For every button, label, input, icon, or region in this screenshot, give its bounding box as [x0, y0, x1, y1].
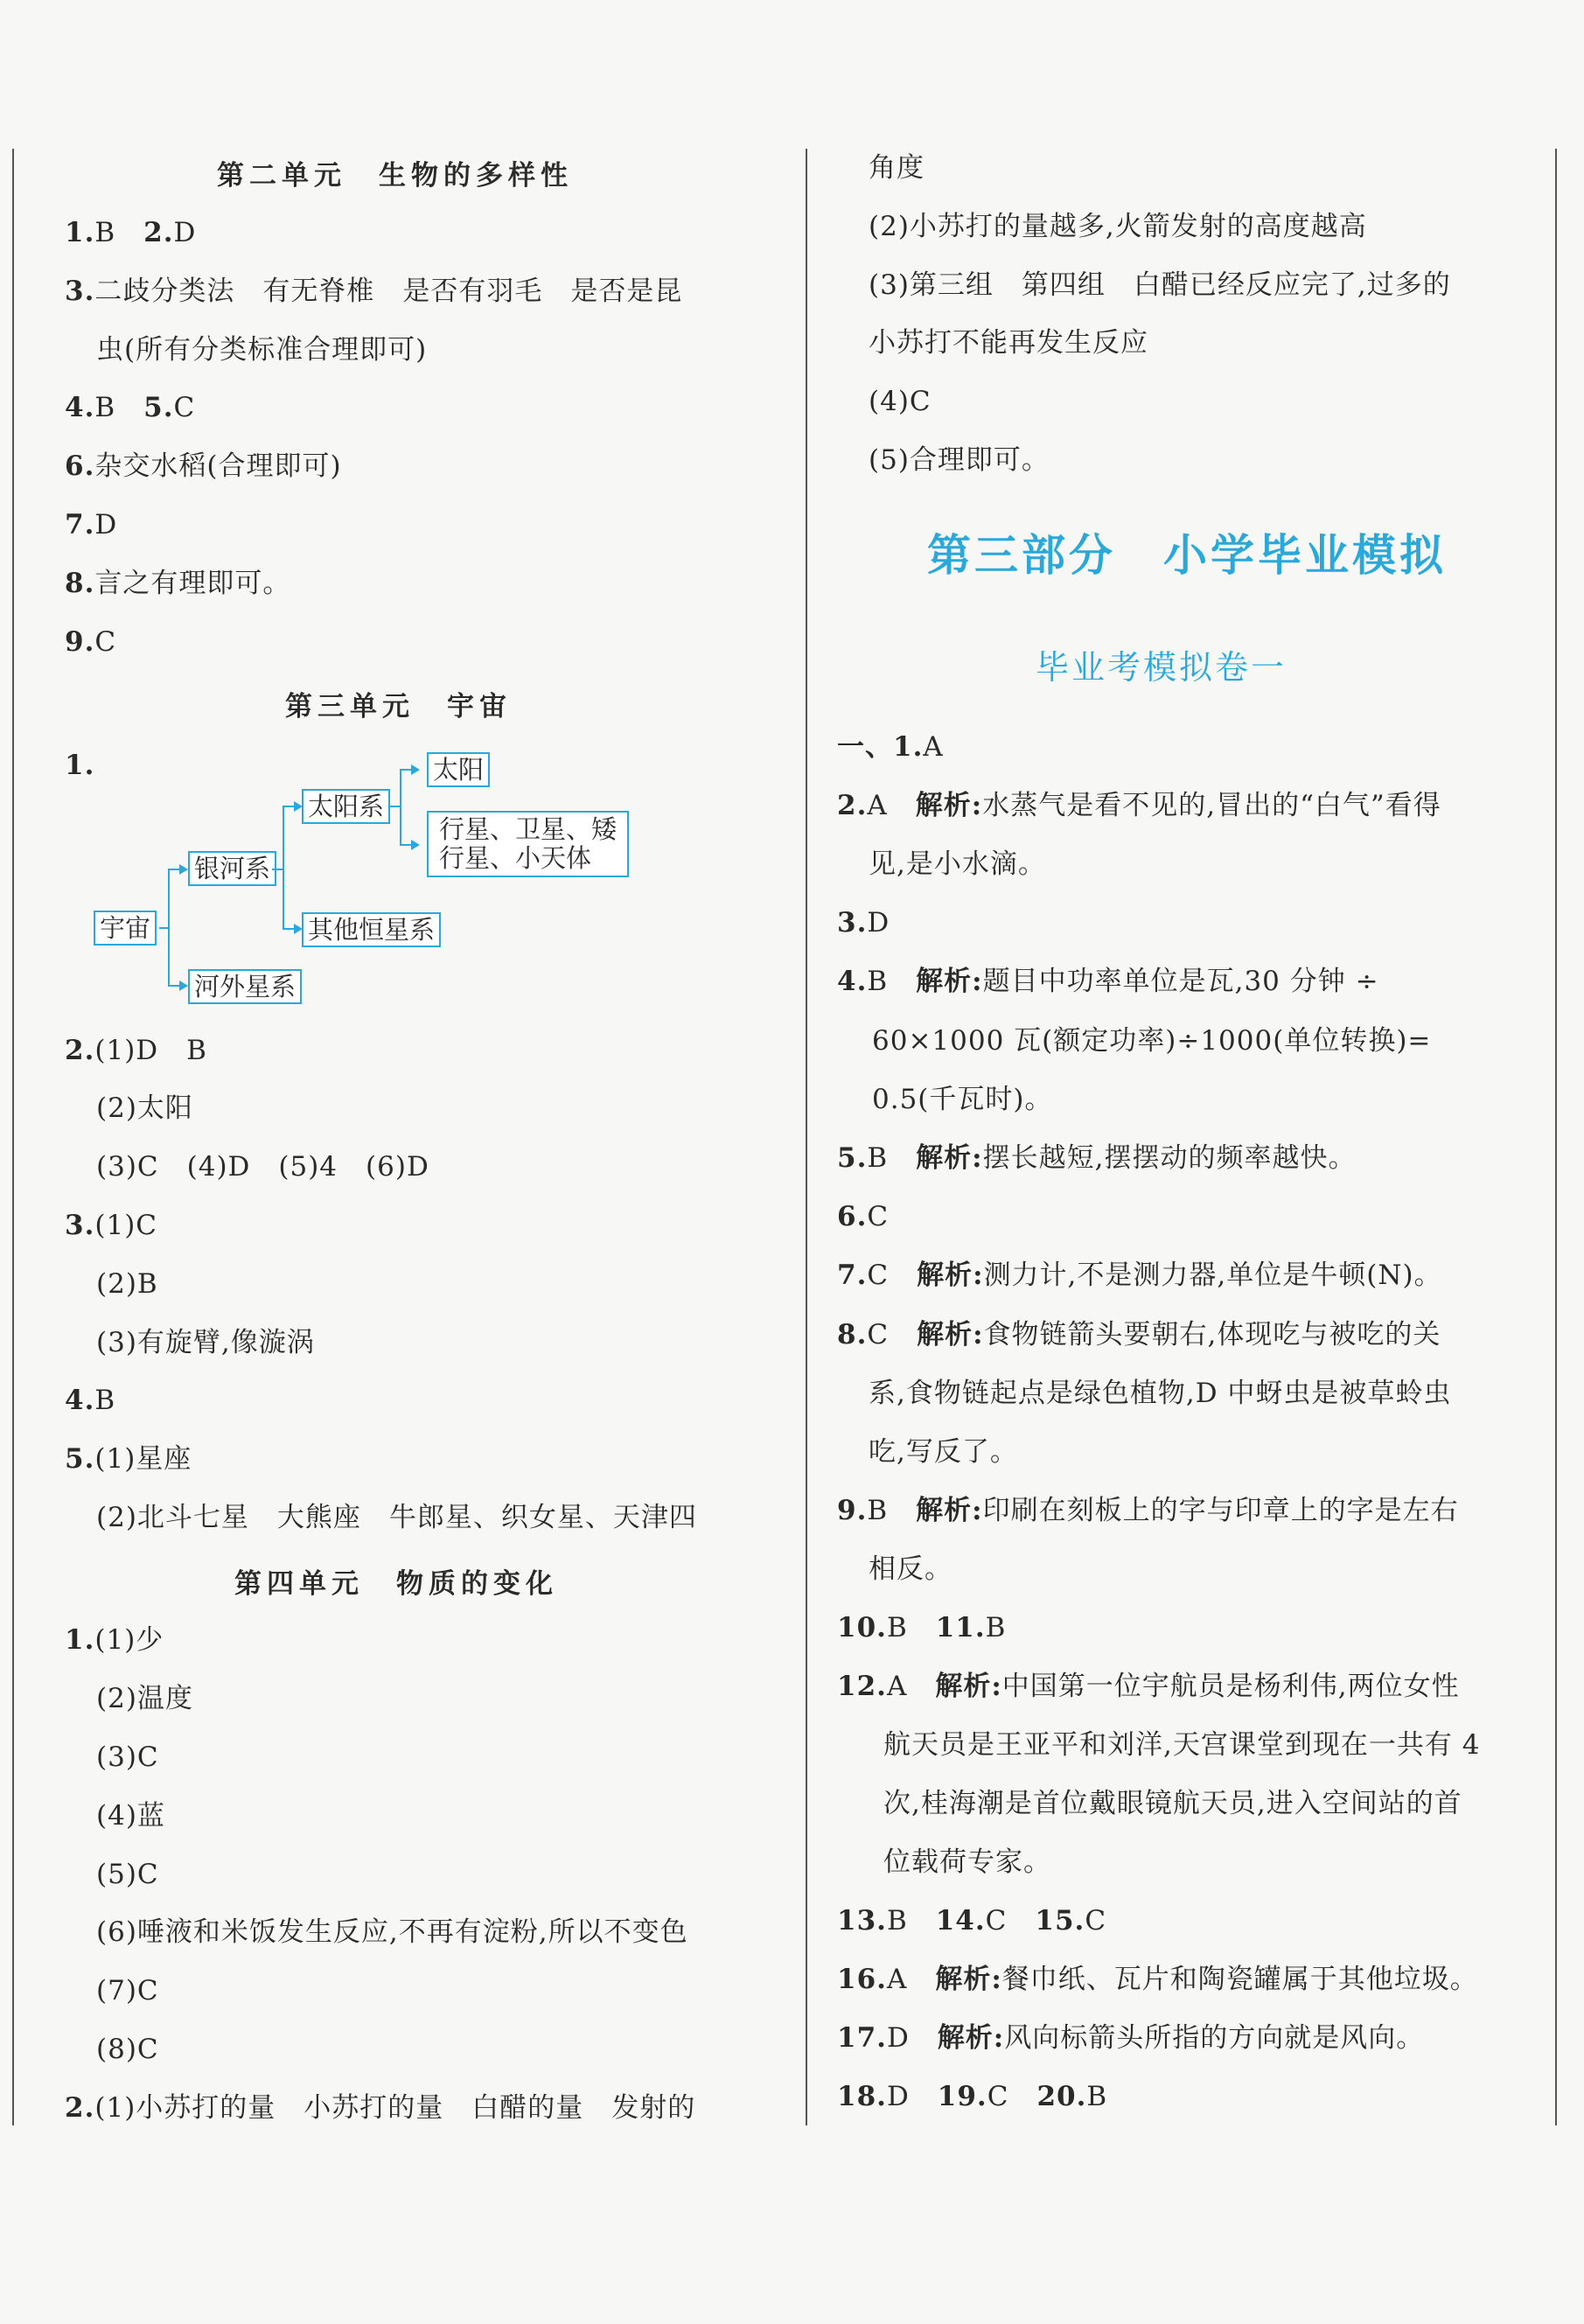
answer-line: 3.(1)C [65, 1210, 158, 1241]
answer-line: (6)唾液和米饭发生反应,不再有淀粉,所以不变色 [96, 1916, 688, 1948]
answer-line: (3)第三组 第四组 白醋已经反应完了,过多的 [869, 269, 1451, 301]
answer-line: (4)C [869, 386, 932, 417]
answer-line: 8.C 解析:食物链箭头要朝右,体现吃与被吃的关 [837, 1319, 1441, 1350]
answer-line: 虫(所有分类标准合理即可) [96, 334, 428, 366]
exam-title: 毕业考模拟卷一 [1036, 648, 1287, 687]
arrow-icon [179, 864, 188, 875]
answer-line: (4)蓝 [96, 1800, 165, 1832]
answer-line: 9.B 解析:印刷在刻板上的字与印章上的字是左右 [837, 1495, 1459, 1526]
answer-line: 相反。 [869, 1553, 952, 1585]
unit2-title: 第二单元 生物的多样性 [217, 160, 573, 192]
unit4-title: 第四单元 物质的变化 [234, 1568, 558, 1600]
answer-line: 小苏打不能再发生反应 [869, 327, 1148, 359]
answer-line: 12.A 解析:中国第一位宇航员是杨利伟,两位女性 [837, 1671, 1460, 1702]
answer-line: 3.D [837, 907, 890, 939]
answer-line: (2)小苏打的量越多,火箭发射的高度越高 [869, 211, 1367, 242]
part-title: 第三部分 小学毕业模拟 [927, 529, 1447, 581]
connector [168, 869, 170, 987]
right-margin-rule [1555, 149, 1557, 2125]
box-solar-system: 太阳系 [302, 789, 390, 824]
answer-line: 次,桂海潮是首位戴眼镜航天员,进入空间站的首 [883, 1788, 1462, 1819]
left-margin-rule [12, 149, 14, 2125]
answer-line: (3)有旋臂,像漩涡 [96, 1327, 315, 1358]
arrow-icon [179, 981, 188, 991]
answer-line: (8)C [96, 2034, 159, 2065]
answer-line: 5.B 解析:摆长越短,摆摆动的频率越快。 [837, 1142, 1357, 1174]
box-universe: 宇宙 [94, 911, 157, 946]
answer-line: 一、1.A [837, 731, 944, 763]
answer-line: 角度 [869, 152, 925, 184]
answer-line: 13.B 14.C 15.C [837, 1905, 1107, 1937]
answer-line: (2)B [96, 1268, 158, 1300]
answer-line: 8.言之有理即可。 [65, 568, 291, 599]
answer-line: 位载荷专家。 [883, 1846, 1051, 1878]
answer-line: 2.(1)D B [65, 1035, 207, 1066]
answer-line: 7.D [65, 509, 118, 541]
answer-line: 9.C [65, 626, 117, 658]
box-other-stars: 其他恒星系 [302, 912, 441, 947]
answer-line: 18.D 19.C 20.B [837, 2081, 1108, 2112]
answer-line: 航天员是王亚平和刘洋,天宫课堂到现在一共有 4 [883, 1729, 1481, 1761]
answer-line: 4.B 解析:题目中功率单位是瓦,30 分钟 ÷ [837, 966, 1379, 997]
connector [168, 985, 180, 987]
answer-line: (2)北斗七星 大熊座 牛郎星、织女星、天津四 [96, 1502, 697, 1533]
answer-line: 2.(1)小苏打的量 小苏打的量 白醋的量 发射的 [65, 2092, 696, 2124]
box-sun: 太阳 [427, 752, 490, 787]
arrow-icon [411, 764, 420, 775]
answer-line: 3.二歧分类法 有无脊椎 是否有羽毛 是否是昆 [65, 276, 683, 307]
connector [283, 928, 295, 930]
answer-line: 60×1000 瓦(额定功率)÷1000(单位转换)= [872, 1025, 1432, 1057]
answer-line: 4.B [65, 1385, 116, 1416]
connector [400, 844, 412, 846]
answer-line: (5)合理即可。 [869, 444, 1050, 476]
box-milky-way: 银河系 [188, 851, 276, 886]
answer-line: 1.(1)少 [65, 1624, 164, 1656]
answer-line: 系,食物链起点是绿色植物,D 中蚜虫是被草蛉虫 [869, 1378, 1452, 1409]
connector [283, 806, 295, 807]
box-planets-line1: 行星、卫星、矮 [439, 814, 618, 844]
connector [283, 806, 284, 930]
answer-line: 2.A 解析:水蒸气是看不见的,冒出的“白气”看得 [837, 790, 1441, 821]
q1-label: 1. [65, 750, 95, 781]
answer-line: 6.C [837, 1201, 890, 1232]
box-planets [427, 811, 629, 877]
answer-line: (5)C [96, 1859, 159, 1890]
center-divider [806, 149, 807, 2125]
answer-line: 1.B 2.D [65, 217, 197, 248]
answer-line: 4.B 5.C [65, 392, 196, 423]
answer-line: 17.D 解析:风向标箭头所指的方向就是风向。 [837, 2022, 1425, 2054]
answer-line: (7)C [96, 1975, 159, 2006]
unit3-title: 第三单元 宇宙 [285, 691, 512, 722]
connector [400, 769, 412, 771]
answer-line: (2)太阳 [96, 1092, 193, 1124]
answer-line: (3)C (4)D (5)4 (6)D [96, 1151, 429, 1183]
box-extragalactic: 河外星系 [188, 969, 302, 1004]
answer-line: (2)温度 [96, 1683, 193, 1714]
answer-line: 7.C 解析:测力计,不是测力器,单位是牛顿(N)。 [837, 1260, 1442, 1291]
arrow-icon [411, 840, 420, 850]
answer-line: 16.A 解析:餐巾纸、瓦片和陶瓷罐属于其他垃圾。 [837, 1964, 1478, 1995]
connector [168, 869, 180, 870]
answer-line: 见,是小水滴。 [869, 848, 1046, 880]
answer-line: 吃,写反了。 [869, 1436, 1018, 1468]
answer-line: 10.B 11.B [837, 1612, 1007, 1644]
connector [400, 769, 401, 846]
answer-line: 6.杂交水稻(合理即可) [65, 450, 342, 482]
answer-line: (3)C [96, 1741, 159, 1773]
box-planets-line2: 行星、小天体 [439, 843, 592, 873]
answer-line: 5.(1)星座 [65, 1443, 192, 1475]
answer-line: 0.5(千瓦时)。 [872, 1084, 1053, 1115]
